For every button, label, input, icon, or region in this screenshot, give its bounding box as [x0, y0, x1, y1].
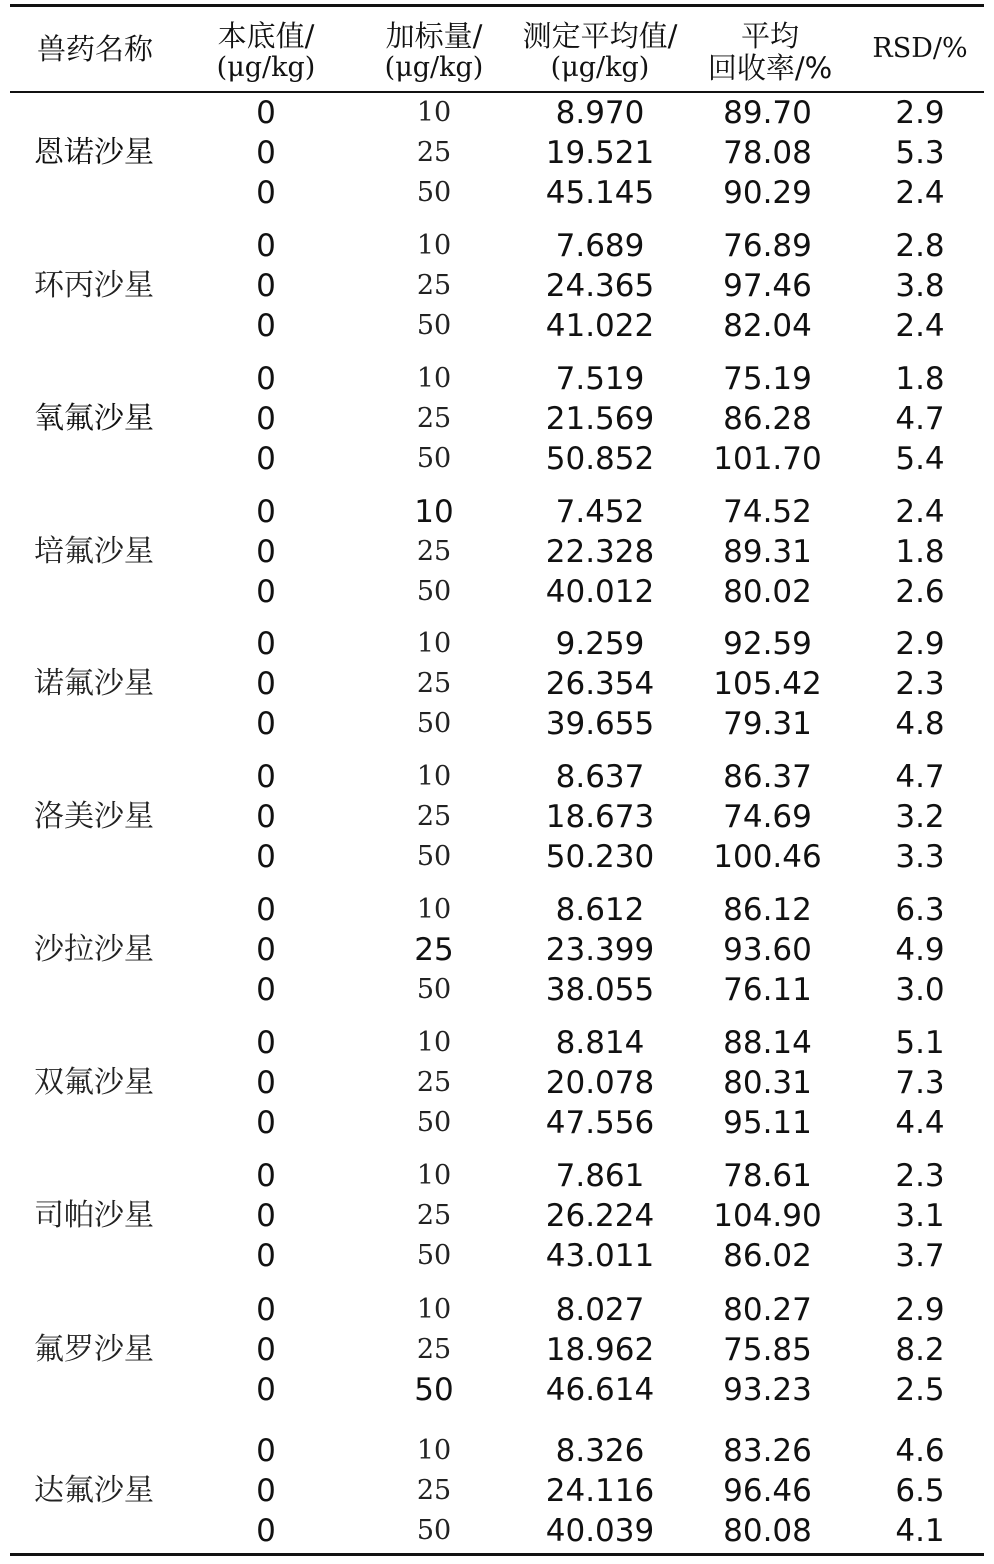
header-mean-unit: (μg/kg): [550, 52, 650, 83]
spike-level-cell: 25: [416, 801, 452, 832]
header-recovery-unit: 回收率/%: [707, 51, 833, 85]
table-row: [0, 1156, 994, 1196]
background-value-cell: 0: [256, 1025, 276, 1061]
rsd-cell: 7.3: [895, 1065, 945, 1101]
table-row: [0, 1103, 994, 1143]
recovery-cell: 86.28: [723, 401, 812, 437]
drug-group: [0, 1431, 994, 1552]
rsd-cell: 5.4: [895, 441, 945, 477]
drug-name-cell: 恩诺沙星: [34, 135, 154, 170]
rsd-cell: 5.3: [895, 135, 945, 171]
background-value-cell: 0: [256, 1292, 276, 1328]
spike-level-cell: 25: [414, 932, 454, 968]
recovery-cell: 100.46: [713, 839, 822, 875]
spike-level-cell: 10: [416, 1027, 452, 1058]
header-recovery-label: 平均: [740, 19, 799, 53]
background-value-cell: 0: [256, 932, 276, 968]
rsd-cell: 4.1: [895, 1513, 945, 1549]
spike-level-cell: 25: [416, 1200, 452, 1231]
measured-mean-cell: 24.365: [545, 268, 655, 304]
rsd-cell: 4.6: [895, 1433, 945, 1469]
table-row: [0, 1023, 994, 1063]
spike-level-cell: 25: [416, 270, 452, 301]
background-value-cell: 0: [256, 1238, 276, 1274]
measured-mean-cell: 50.230: [545, 839, 655, 875]
recovery-cell: 76.89: [723, 228, 812, 264]
rsd-cell: 5.1: [895, 1025, 945, 1061]
header-background-value: [196, 20, 336, 84]
rsd-cell: 6.3: [895, 892, 945, 928]
spike-level-cell: 50: [416, 1515, 452, 1546]
table-row: [0, 1431, 994, 1471]
rsd-cell: 4.7: [895, 759, 945, 795]
recovery-cell: 76.11: [723, 972, 812, 1008]
measured-mean-cell: 9.259: [555, 626, 645, 662]
recovery-cell: 101.70: [713, 441, 822, 477]
measured-mean-cell: 7.689: [555, 228, 645, 264]
measured-mean-cell: 50.852: [545, 441, 655, 477]
recovery-cell: 97.46: [723, 268, 812, 304]
background-value-cell: 0: [256, 1065, 276, 1101]
measured-mean-cell: 39.655: [545, 706, 655, 742]
spike-level-cell: 50: [416, 1240, 452, 1271]
drug-name-cell: 达氟沙星: [34, 1473, 154, 1508]
recovery-cell: 95.11: [723, 1105, 812, 1141]
background-value-cell: 0: [256, 839, 276, 875]
measured-mean-cell: 45.145: [545, 175, 655, 211]
background-value-cell: 0: [256, 1372, 276, 1408]
table-row: [0, 93, 994, 133]
rsd-cell: 6.5: [895, 1473, 945, 1509]
spike-level-cell: 10: [416, 97, 452, 128]
background-value-cell: 0: [256, 228, 276, 264]
rsd-cell: 3.0: [895, 972, 945, 1008]
measured-mean-cell: 41.022: [545, 308, 655, 344]
measured-mean-cell: 19.521: [545, 135, 655, 171]
background-value-cell: 0: [256, 1513, 276, 1549]
background-value-cell: 0: [256, 1158, 276, 1194]
rsd-cell: 2.8: [895, 228, 945, 264]
measured-mean-cell: 8.637: [555, 759, 645, 795]
table-row: [0, 1511, 994, 1551]
recovery-cell: 88.14: [723, 1025, 812, 1061]
measured-mean-cell: 26.354: [545, 666, 655, 702]
header-spike-level: [364, 20, 504, 84]
recovery-cell: 90.29: [723, 175, 812, 211]
table-row: [0, 797, 994, 837]
recovery-cell: 75.19: [723, 361, 812, 397]
drug-name-cell: 环丙沙星: [34, 268, 154, 303]
rsd-cell: 2.9: [895, 1292, 945, 1328]
spike-level-cell: 50: [416, 1107, 452, 1138]
measured-mean-cell: 7.861: [555, 1158, 645, 1194]
drug-name-cell: 司帕沙星: [34, 1198, 154, 1233]
measured-mean-cell: 23.399: [545, 932, 655, 968]
rsd-cell: 2.4: [895, 308, 945, 344]
table-row: [0, 572, 994, 612]
spike-level-cell: 50: [416, 841, 452, 872]
header-measured-mean: [505, 20, 695, 84]
spike-level-cell: 25: [416, 403, 452, 434]
measured-mean-cell: 8.970: [555, 95, 645, 131]
spike-level-cell: 10: [416, 894, 452, 925]
header-spike-label: 加标量/: [385, 19, 483, 53]
recovery-cell: 92.59: [723, 626, 812, 662]
recovery-cell: 86.02: [723, 1238, 812, 1274]
rsd-cell: 3.1: [895, 1198, 945, 1234]
spike-level-cell: 10: [416, 761, 452, 792]
table-row: [0, 757, 994, 797]
spike-level-cell: 25: [416, 1475, 452, 1506]
drug-group: [0, 226, 994, 347]
background-value-cell: 0: [256, 1332, 276, 1368]
background-value-cell: 0: [256, 1473, 276, 1509]
table-row: [0, 306, 994, 346]
rsd-cell: 4.8: [895, 706, 945, 742]
background-value-cell: 0: [256, 308, 276, 344]
table-row: [0, 173, 994, 213]
table-row: [0, 624, 994, 664]
spike-level-cell: 10: [416, 628, 452, 659]
rsd-cell: 2.4: [895, 494, 945, 530]
recovery-cell: 89.31: [723, 534, 812, 570]
background-value-cell: 0: [256, 1433, 276, 1469]
spike-level-cell: 25: [416, 536, 452, 567]
table-row: [0, 1471, 994, 1511]
spike-level-cell: 25: [416, 668, 452, 699]
measured-mean-cell: 38.055: [545, 972, 655, 1008]
spike-level-cell: 50: [416, 708, 452, 739]
background-value-cell: 0: [256, 759, 276, 795]
header-recovery: [690, 20, 850, 84]
drug-name-cell: 沙拉沙星: [34, 932, 154, 967]
background-value-cell: 0: [256, 361, 276, 397]
spike-level-cell: 10: [416, 363, 452, 394]
table-row: [0, 133, 994, 173]
measured-mean-cell: 22.328: [545, 534, 655, 570]
recovery-cell: 80.27: [723, 1292, 812, 1328]
background-value-cell: 0: [256, 534, 276, 570]
measured-mean-cell: 7.452: [555, 494, 645, 530]
table-row: [0, 930, 994, 970]
table-row: [0, 399, 994, 439]
rsd-cell: 3.3: [895, 839, 945, 875]
spike-level-cell: 50: [416, 576, 452, 607]
background-value-cell: 0: [256, 1198, 276, 1234]
header-background-label: 本底值/: [217, 19, 315, 53]
table-row: [0, 704, 994, 744]
rsd-cell: 2.9: [895, 626, 945, 662]
recovery-cell: 96.46: [723, 1473, 812, 1509]
drug-name-cell: 洛美沙星: [34, 799, 154, 834]
spike-level-cell: 50: [416, 310, 452, 341]
measured-mean-cell: 26.224: [545, 1198, 655, 1234]
rsd-cell: 4.9: [895, 932, 945, 968]
header-spike-unit: (μg/kg): [384, 52, 484, 83]
table-row: [0, 439, 994, 479]
measured-mean-cell: 7.519: [555, 361, 645, 397]
measured-mean-cell: 43.011: [545, 1238, 655, 1274]
recovery-cell: 89.70: [723, 95, 812, 131]
table-row: [0, 837, 994, 877]
rsd-cell: 2.3: [895, 1158, 945, 1194]
background-value-cell: 0: [256, 441, 276, 477]
rsd-cell: 3.8: [895, 268, 945, 304]
table-row: [0, 1063, 994, 1103]
table-row: [0, 226, 994, 266]
drug-group: [0, 624, 994, 745]
measured-mean-cell: 47.556: [545, 1105, 655, 1141]
table-top-rule: [10, 4, 984, 7]
recovery-cell: 75.85: [723, 1332, 812, 1368]
header-background-unit: (μg/kg): [216, 52, 316, 83]
drug-group: [0, 93, 994, 214]
measured-mean-cell: 18.962: [545, 1332, 655, 1368]
spike-level-cell: 50: [416, 443, 452, 474]
recovery-cell: 80.31: [723, 1065, 812, 1101]
background-value-cell: 0: [256, 972, 276, 1008]
drug-group: [0, 890, 994, 1011]
recovery-cell: 80.02: [723, 574, 812, 610]
background-value-cell: 0: [256, 626, 276, 662]
rsd-cell: 1.8: [895, 361, 945, 397]
table-row: [0, 532, 994, 572]
rsd-cell: 2.6: [895, 574, 945, 610]
measured-mean-cell: 8.027: [555, 1292, 645, 1328]
table-bottom-rule: [10, 1553, 984, 1556]
drug-group: [0, 359, 994, 480]
table-row: [0, 1330, 994, 1370]
measured-mean-cell: 40.012: [545, 574, 655, 610]
table-row: [0, 1196, 994, 1236]
recovery-cell: 78.08: [723, 135, 812, 171]
table-row: [0, 1370, 994, 1410]
background-value-cell: 0: [256, 494, 276, 530]
drug-name-cell: 诺氟沙星: [34, 666, 154, 701]
recovery-cell: 105.42: [713, 666, 822, 702]
background-value-cell: 0: [256, 401, 276, 437]
recovery-cell: 104.90: [713, 1198, 822, 1234]
drug-group: [0, 492, 994, 613]
drug-name-cell: 氟罗沙星: [34, 1332, 154, 1367]
rsd-cell: 2.3: [895, 666, 945, 702]
measured-mean-cell: 21.569: [545, 401, 655, 437]
recovery-cell: 79.31: [723, 706, 812, 742]
table-row: [0, 1236, 994, 1276]
spike-level-cell: 25: [416, 137, 452, 168]
recovery-cell: 83.26: [723, 1433, 812, 1469]
rsd-cell: 4.7: [895, 401, 945, 437]
header-drug-name: 兽药名称: [36, 32, 153, 66]
recovery-cell: 86.12: [723, 892, 812, 928]
background-value-cell: 0: [256, 268, 276, 304]
table-row: [0, 266, 994, 306]
spike-level-cell: 10: [416, 1160, 452, 1191]
spike-level-cell: 50: [416, 177, 452, 208]
background-value-cell: 0: [256, 95, 276, 131]
table-row: [0, 359, 994, 399]
rsd-cell: 3.2: [895, 799, 945, 835]
spike-level-cell: 10: [414, 494, 454, 530]
drug-group: [0, 757, 994, 878]
rsd-cell: 8.2: [895, 1332, 945, 1368]
drug-name-cell: 氧氟沙星: [34, 401, 154, 436]
measured-mean-cell: 8.814: [555, 1025, 645, 1061]
recovery-cell: 82.04: [723, 308, 812, 344]
measured-mean-cell: 46.614: [545, 1372, 655, 1408]
rsd-cell: 2.4: [895, 175, 945, 211]
table-row: [0, 970, 994, 1010]
spike-level-cell: 25: [416, 1067, 452, 1098]
rsd-cell: 4.4: [895, 1105, 945, 1141]
measured-mean-cell: 18.673: [545, 799, 655, 835]
background-value-cell: 0: [256, 574, 276, 610]
rsd-cell: 1.8: [895, 534, 945, 570]
drug-name-cell: 双氟沙星: [34, 1065, 154, 1100]
table-row: [0, 1290, 994, 1330]
recovery-cell: 78.61: [723, 1158, 812, 1194]
recovery-cell: 86.37: [723, 759, 812, 795]
recovery-cell: 74.69: [723, 799, 812, 835]
header-mean-label: 测定平均值/: [522, 19, 678, 53]
rsd-cell: 2.9: [895, 95, 945, 131]
rsd-cell: 3.7: [895, 1238, 945, 1274]
drug-group: [0, 1023, 994, 1144]
drug-name-cell: 培氟沙星: [34, 534, 154, 569]
spike-level-cell: 50: [416, 974, 452, 1005]
drug-group: [0, 1156, 994, 1277]
spike-level-cell: 25: [416, 1334, 452, 1365]
measured-mean-cell: 8.612: [555, 892, 645, 928]
table-row: [0, 492, 994, 532]
recovery-cell: 74.52: [723, 494, 812, 530]
recovery-cell: 93.60: [723, 932, 812, 968]
measured-mean-cell: 24.116: [545, 1473, 655, 1509]
spike-level-cell: 10: [416, 1435, 452, 1466]
measured-mean-cell: 40.039: [545, 1513, 655, 1549]
measured-mean-cell: 8.326: [555, 1433, 645, 1469]
spike-level-cell: 10: [416, 1294, 452, 1325]
background-value-cell: 0: [256, 666, 276, 702]
background-value-cell: 0: [256, 799, 276, 835]
spike-level-cell: 10: [416, 230, 452, 261]
recovery-cell: 93.23: [723, 1372, 812, 1408]
header-rsd: RSD/%: [872, 33, 968, 64]
background-value-cell: 0: [256, 1105, 276, 1141]
recovery-cell: 80.08: [723, 1513, 812, 1549]
measured-mean-cell: 20.078: [545, 1065, 655, 1101]
table-row: [0, 664, 994, 704]
background-value-cell: 0: [256, 706, 276, 742]
background-value-cell: 0: [256, 892, 276, 928]
table-row: [0, 890, 994, 930]
spike-level-cell: 50: [414, 1372, 454, 1408]
drug-group: [0, 1290, 994, 1411]
rsd-cell: 2.5: [895, 1372, 945, 1408]
background-value-cell: 0: [256, 175, 276, 211]
background-value-cell: 0: [256, 135, 276, 171]
